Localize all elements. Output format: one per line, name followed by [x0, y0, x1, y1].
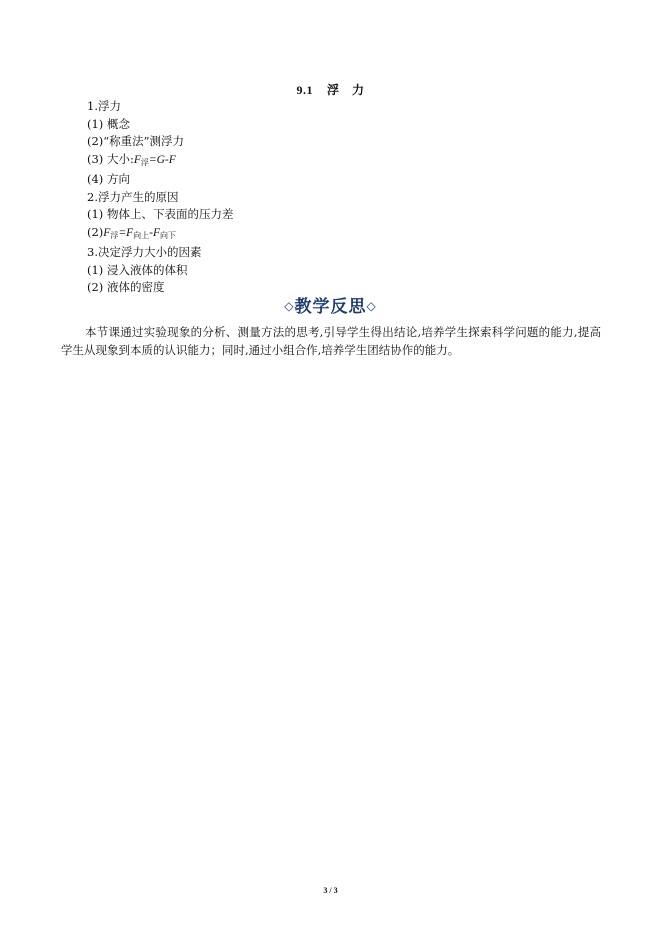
section-heading: 浮 力 — [326, 83, 365, 97]
outline-item: (4) 方向 — [87, 172, 130, 186]
outline-item-formula: (3) 大小$:F_浮=G-F$ — [87, 151, 176, 167]
outline-item-formula: $(2)F_浮=F_{向上}-F_{向下}$ — [87, 224, 176, 240]
section-title — [0, 81, 661, 98]
outline-item: (2)“称重法”测浮力 — [87, 134, 185, 148]
outline-item: 3.决定浮力大小的因素 — [87, 245, 202, 259]
outline-item: 2.浮力产生的原因 — [87, 189, 179, 204]
outline-item: 1.浮力 — [87, 99, 121, 113]
outline-item: (1) 浸入液体的体积 — [87, 262, 188, 277]
reflection-banner — [0, 292, 661, 317]
outline-item: (1) 概念 — [87, 116, 130, 131]
diamond-icon: ◇ — [284, 299, 295, 313]
reflection-paragraph: 本节课通过实验现象的分析、测量方法的思考,引导学生得出结论,培养学生探索科学问题的能力,提高学生从现象到本质的认识能力；同时,通过小组合作,培养学生团结协作的能力。 — [61, 325, 601, 357]
outline-item: (1) 物体上、下表面的压力差 — [87, 207, 234, 221]
diamond-icon: ◇ — [366, 299, 377, 313]
outline-item: (2) 液体的密度 — [87, 280, 165, 294]
lesson-outline — [87, 98, 233, 297]
banner-title: 教学反思 — [294, 297, 367, 317]
page-number: 3 / 3 — [323, 886, 338, 895]
section-number: 9.1 — [296, 83, 313, 97]
